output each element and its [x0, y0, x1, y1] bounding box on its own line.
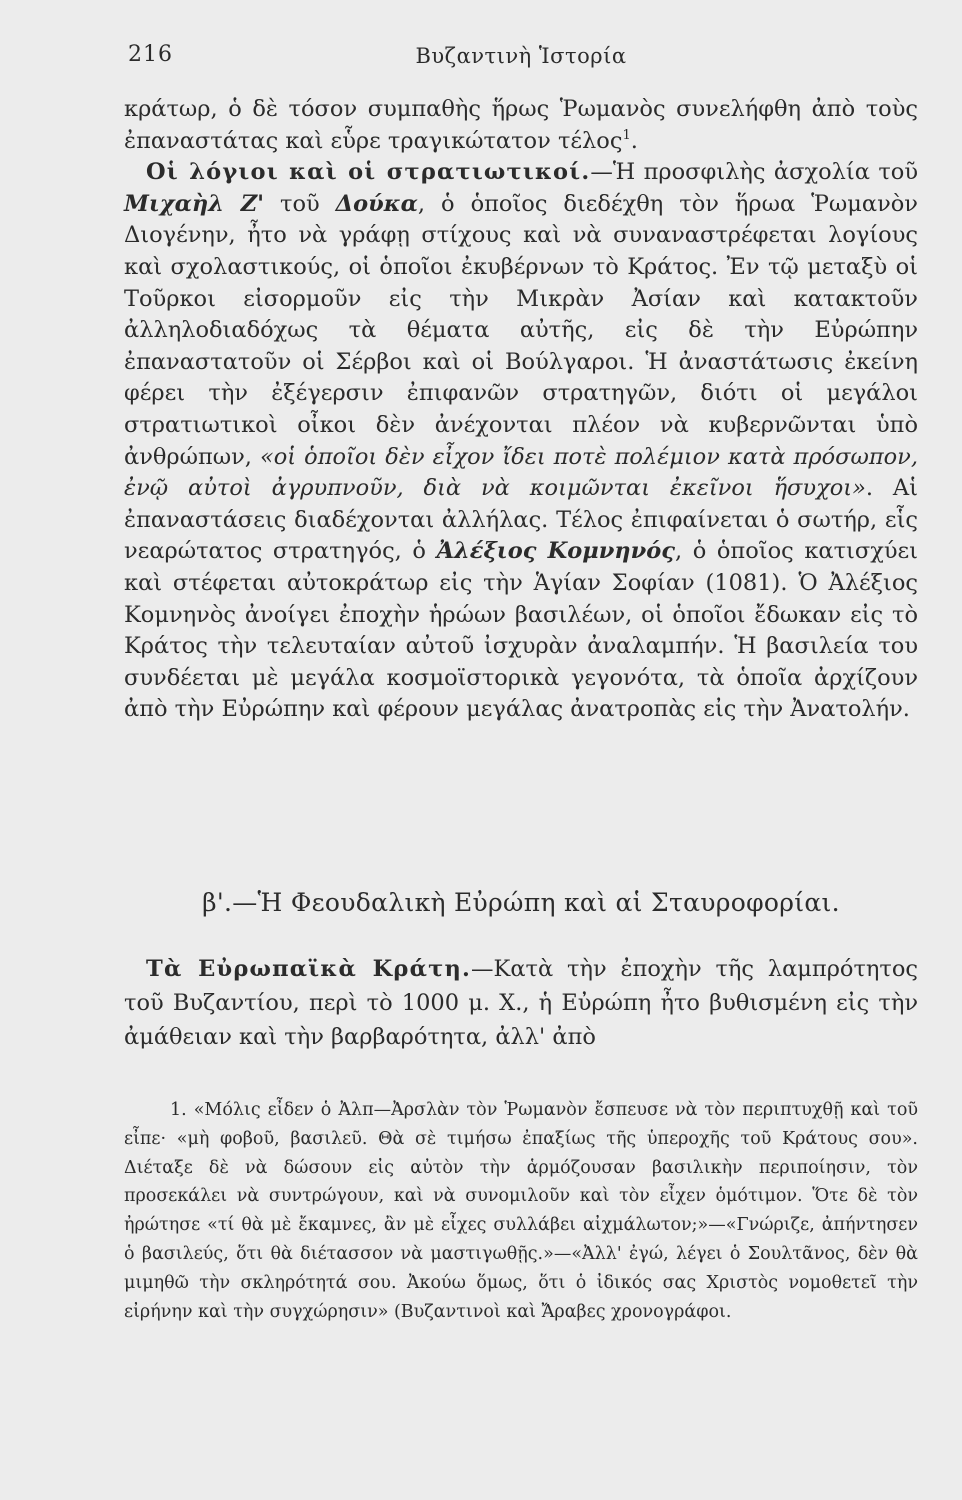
main-text-block: [124, 94, 918, 726]
paragraph-text: —Ἡ προσφιλὴς ἀσχολία τοῦ: [590, 159, 918, 186]
paragraph-text: —Κατὰ τὴν ἐποχὴν τῆς λαμπρότητος τοῦ Βυζαντίου, περὶ τὸ 1000 μ. Χ., ἡ Εὐρώπη ἦτο βυθισμένη εἰς τὴν ἀμάθειαν καὶ τὴν βαρβαρότητα, ἀλλ' ἀπὸ: [124, 956, 919, 1050]
paragraph-text: κράτωρ, ὁ δὲ τόσον συμπαθὴς ἥρως Ῥωμανὸς συνελήφθη ἀπὸ τοὺς ἐπαναστάτας καὶ εὗρε τραγικώτατον τέλος: [124, 96, 918, 154]
footnote-number: 1.: [170, 1100, 187, 1120]
run-in-heading: Οἱ λόγιοι καὶ οἱ στρατιωτικοί.: [146, 159, 591, 186]
footnote-reference[interactable]: 1: [622, 127, 631, 143]
name-douka: Δούκα: [335, 190, 418, 217]
paragraph-text-end: .: [630, 127, 638, 154]
section-heading: β'.—Ἡ Φεουδαλικὴ Εὐρώπη καὶ αἱ Σταυροφορίαι.: [202, 888, 840, 917]
paragraph-scholars-soldiers: [124, 157, 918, 726]
footnote-text: «Μόλις εἶδεν ὁ Ἀλπ—Ἀρσλὰν τὸν Ῥωμανὸν ἔσπευσε νὰ τὸν περιπτυχθῇ καὶ τοῦ εἶπε· «μὴ φοβοῦ, βασιλεῦ. Θὰ σὲ τιμήσω ἐπαξίως τῆς ὑπεροχῆς τοῦ Κράτους σου». Διέταξε δὲ νὰ δώσουν εἰς αὐτὸν τὴν ἁρμόζουσαν βασιλικὴν περιποίησιν, τὸν προσεκάλει νὰ συντρώγουν, καὶ νὰ συνομιλοῦν καὶ τὸν εἶχεν ὁμότιμον. Ὅτε δὲ τὸν ἠρώτησε «τί θὰ μὲ ἔκαμνες, ἂν μὲ εἶχες συλλάβει αἰχμάλωτον;»—«Γνώριζε, ἀπήντησεν ὁ βασιλεύς, ὅτι θὰ διέτασσον νὰ μαστιγωθῇς.»—«Ἀλλ' ἐγώ, λέγει ὁ Σουλτᾶνος, δὲν θὰ μιμηθῶ τὴν σκληρότητά σου. Ἀκούω ὅμως, ὅτι ὁ ἰδικός σας Χριστὸς νομοθετεῖ τὴν εἰρήνην καὶ τὴν συγχώρησιν» (Βυζαντινοὶ καὶ Ἄραβες χρονογράφοι.: [124, 1100, 918, 1322]
paragraph-text: , ὁ ὁποῖος κατισχύει καὶ στέφεται αὐτοκράτωρ εἰς τὴν Ἁγίαν Σοφίαν (1081). Ὁ Ἀλέξιος Κομνηνὸς ἀνοίγει ἐποχὴν ἡρώων βασιλέων, οἱ ὁποῖοι ἔδωκαν εἰς τὸ Κράτος τὴν τελευταίαν αὐτοῦ ἰσχυρὰν ἀναλαμπήν. Ἡ βασιλεία του συνδέεται μὲ μεγάλα κοσμοϊστορικὰ γεγονότα, τὰ ὁποῖα ἀρχίζουν ἀπὸ τὴν Εὐρώπην καὶ φέρουν μεγάλας ἀνατροπὰς εἰς τὴν Ἀνατολήν.: [124, 538, 918, 723]
paragraph-text: , ὁ ὁποῖος διεδέχθη τὸν ἥρωα Ῥωμανὸν Διογένην, ἦτο νὰ γράφῃ στίχους καὶ νὰ συναναστρέφεται λογίους καὶ σχολαστικούς, οἱ ὁποῖοι ἐκυβέρνων τὸ Κράτος. Ἐν τῷ μεταξὺ οἱ Τοῦρκοι εἰσορμοῦν εἰς τὴν Μικρὰν Ἀσίαν καὶ κατακτοῦν ἀλληλοδιαδόχως τὰ θέματα αὐτῆς, εἰς δὲ τὴν Εὐρώπην ἐπαναστατοῦν οἱ Σέρβοι καὶ οἱ Βούλγαροι. Ἡ ἀναστάτωσις ἐκείνη φέρει τὴν ἐξέγερσιν ἐπιφανῶν στρατηγῶν, διότι οἱ μεγάλοι στρατιωτικοὶ οἶκοι δὲν ἀνέχονται πλέον νὰ κυβερνῶνται ὑπὸ ἀνθρώπων,: [124, 190, 918, 470]
name-alexios: Ἀλέξιος Κομνηνός: [436, 538, 675, 565]
running-title: Βυζαντινὴ Ἱστορία: [415, 44, 627, 68]
paragraph-text: . Αἱ ἐπαναστάσεις διαδέχονται ἀλλήλας. Τέλος ἐπιφαίνεται ὁ σωτήρ, εἷς νεαρώτατος στρατηγός, ὁ: [124, 475, 918, 565]
footnote-1: [124, 1096, 918, 1326]
quotation: «οἱ ὁποῖοι δὲν εἶχον ἴδει ποτὲ πολέμιον κατὰ πρόσωπον, ἐνῷ αὐτοὶ ἀγρυπνοῦν, διὰ νὰ κοιμῶνται ἐκεῖνοι ἥσυχοι»: [124, 443, 918, 502]
paragraph-european-states: [124, 952, 918, 1054]
running-header: [124, 42, 918, 76]
paragraph-text: τοῦ: [264, 190, 336, 217]
section-text-block: [124, 952, 918, 1054]
paragraph-continuation: [124, 94, 918, 157]
name-michael: Μιχαὴλ Ζ': [124, 190, 265, 217]
footnotes: [124, 1096, 918, 1326]
page-number: 216: [128, 42, 173, 67]
run-in-heading: Τὰ Εὐρωπαϊκὰ Κράτη.: [146, 956, 472, 982]
